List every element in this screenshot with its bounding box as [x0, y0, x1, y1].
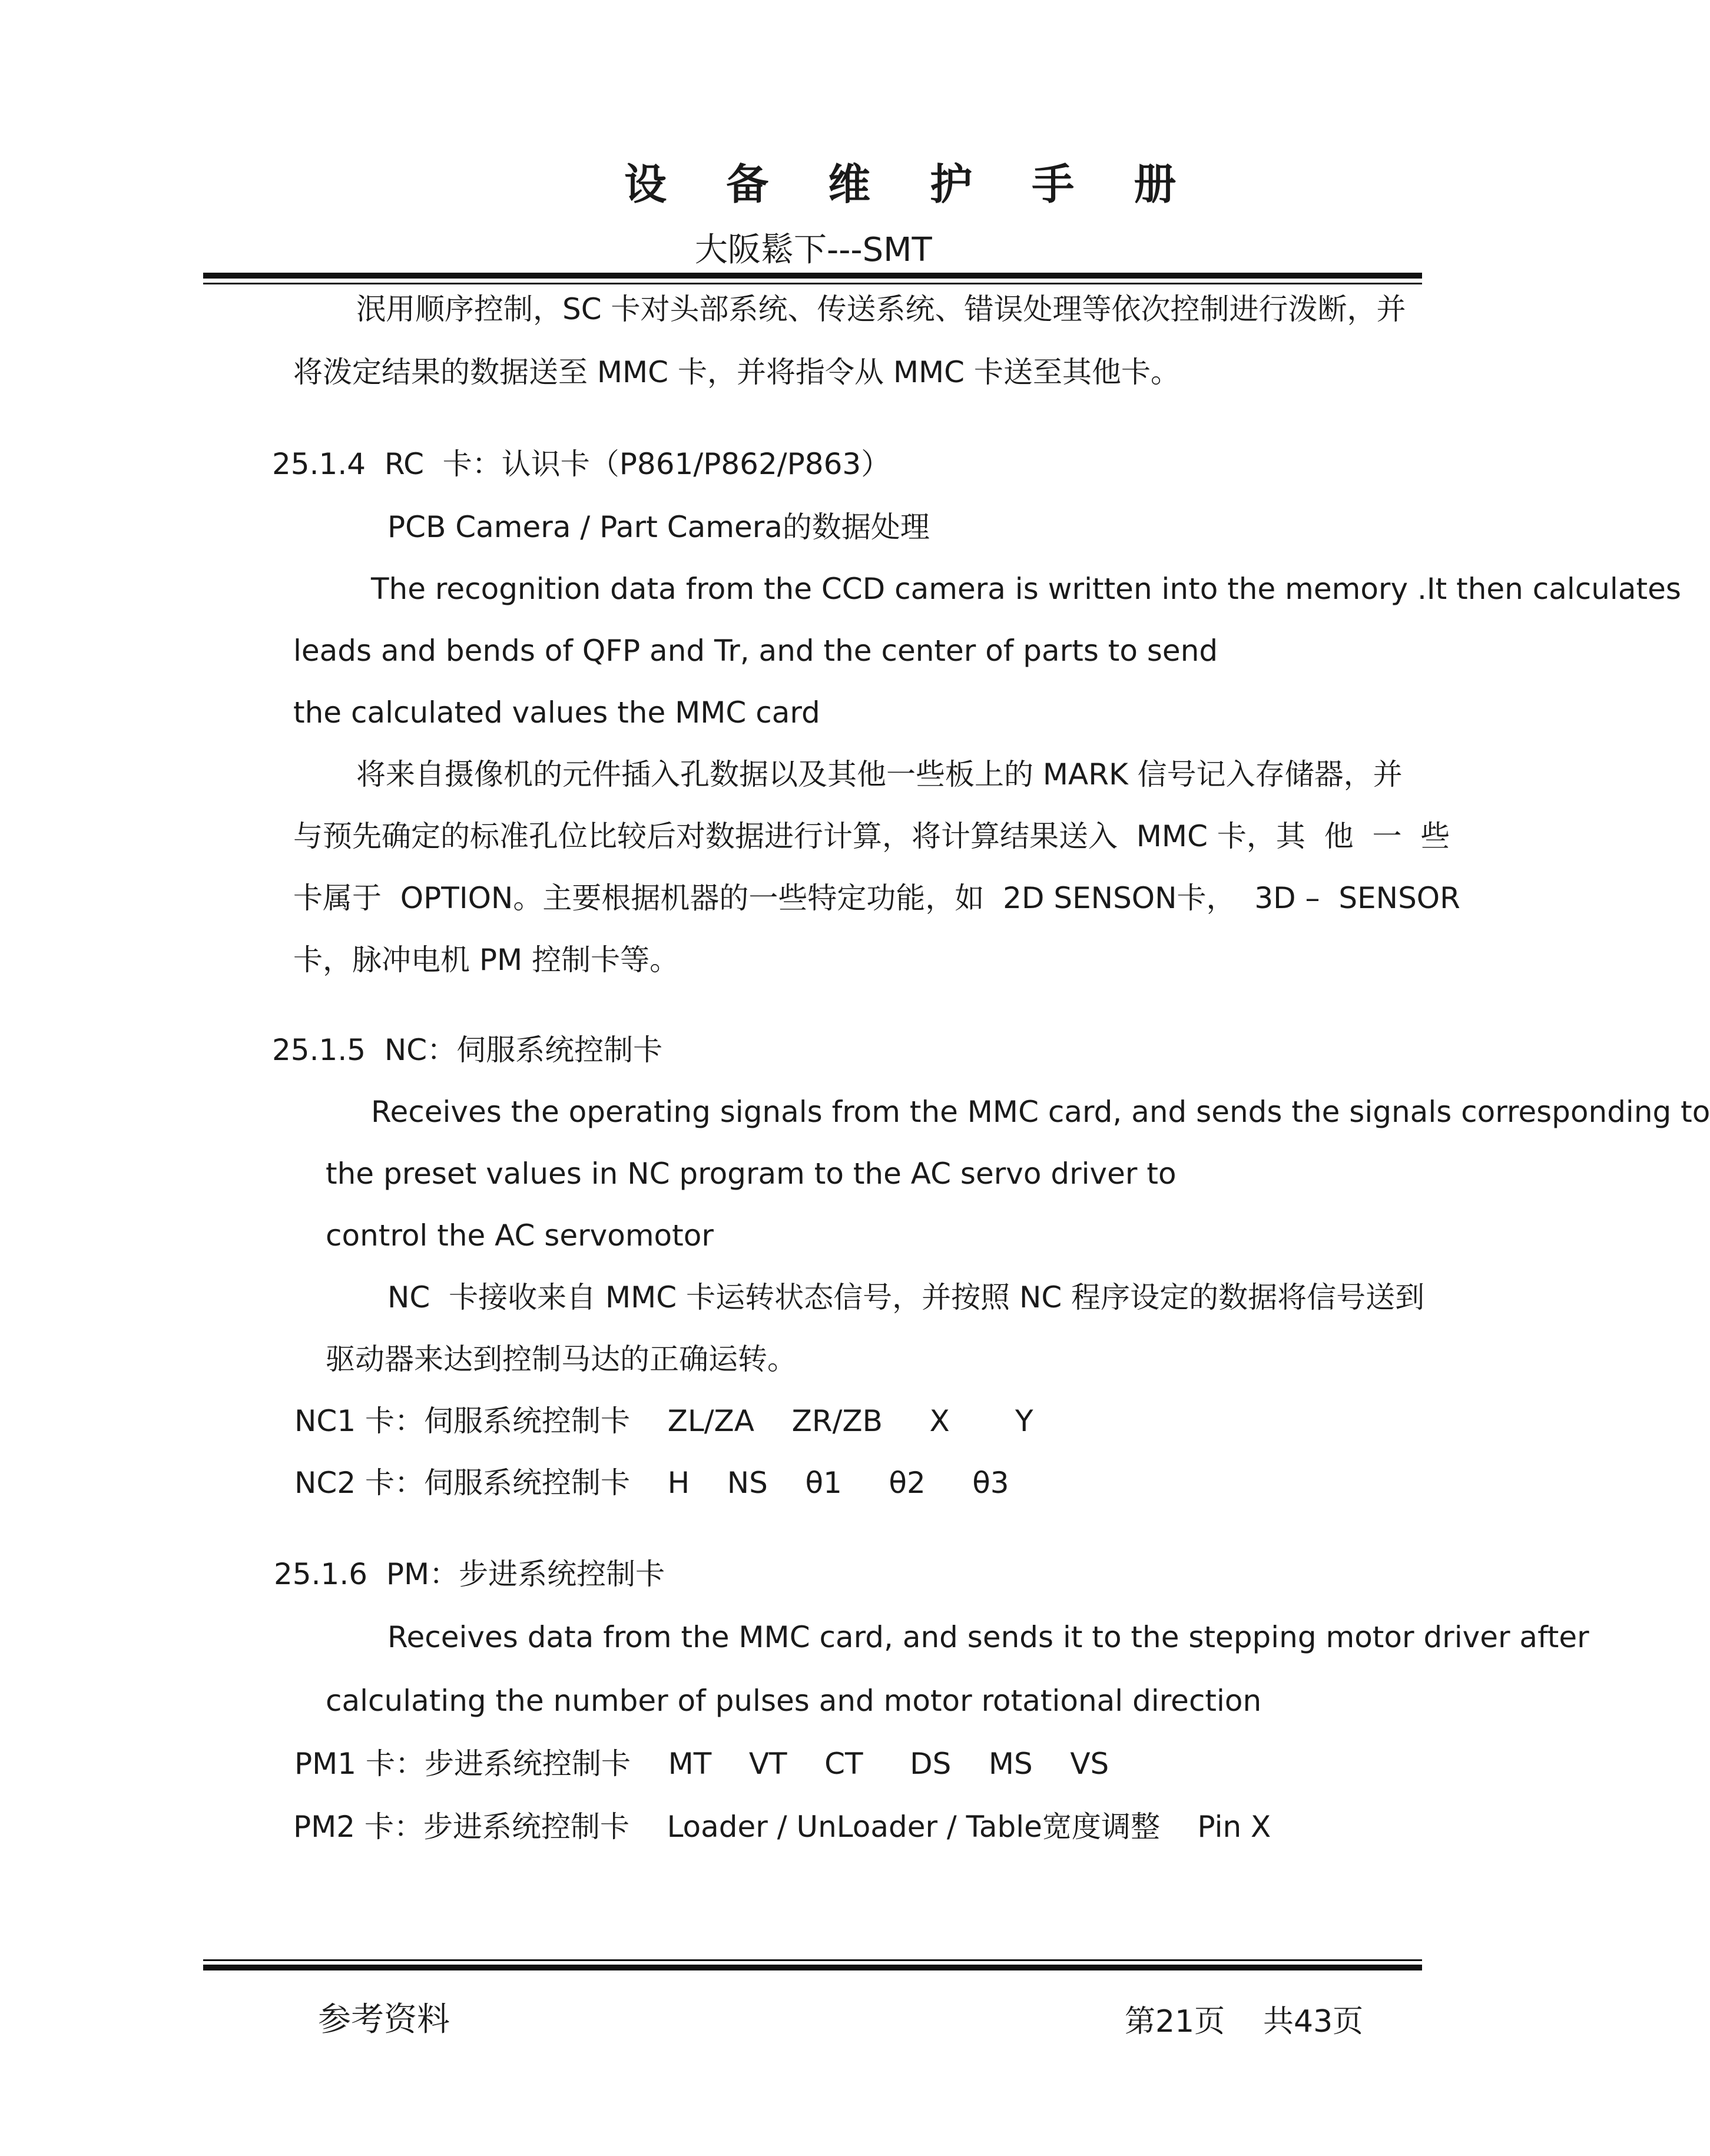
section-cn-line-4: 卡，脉冲电机 PM 控制卡等。 — [293, 943, 680, 977]
section-en-line-1: Receives the operating signals from the MMC card, and sends the signals corresponding to — [371, 1095, 1710, 1129]
section-cn-line-3: 卡属于 OPTION。主要根据机器的一些特定功能，如 2D SENSON卡， 3D – SENSOR — [293, 881, 1460, 915]
pm1-card-line: PM1 卡：步进系统控制卡 MT VT CT DS MS VS — [294, 1747, 1109, 1781]
section-cn-line-2: 驱动器来达到控制马达的正确运转。 — [326, 1342, 797, 1376]
section-en-line-1: Receives data from the MMC card, and sends it to the stepping motor driver after — [387, 1620, 1589, 1654]
intro-line-2: 将泼定结果的数据送至 MMC 卡，并将指令从 MMC 卡送至其他卡。 — [293, 355, 1180, 389]
footer-page-total: 共43页 — [1263, 2004, 1364, 2039]
page-subtitle: 大阪鬆下---SMT — [695, 231, 932, 269]
section-cn-line-1: NC 卡接收来自 MMC 卡运转状态信号，并按照 NC 程序设定的数据将信号送到 — [387, 1280, 1425, 1314]
header-rule-thick — [203, 273, 1422, 279]
section-heading-25-1-4: 25.1.4 RC 卡：认识卡（P861/P862/P863） — [272, 447, 891, 481]
section-sub-25-1-4: PCB Camera / Part Camera的数据处理 — [387, 510, 930, 544]
header-rule-thin — [203, 283, 1422, 284]
section-heading-25-1-6: 25.1.6 PM：步进系统控制卡 — [274, 1557, 665, 1591]
intro-line-1: 泯用顺序控制，SC 卡对头部系统、传送系统、错误处理等依次控制进行泼断，并 — [356, 292, 1406, 326]
section-en-line-3: control the AC servomotor — [326, 1218, 714, 1253]
nc2-card-line: NC2 卡：伺服系统控制卡 H NS θ1 θ2 θ3 — [294, 1466, 1009, 1500]
footer-page-number: 第21页 — [1125, 2004, 1225, 2039]
section-en-line-2: leads and bends of QFP and Tr, and the center of parts to send — [293, 634, 1218, 668]
page-title: 设 备 维 护 手 册 — [624, 160, 1199, 209]
section-heading-25-1-5: 25.1.5 NC：伺服系统控制卡 — [272, 1033, 663, 1067]
section-en-line-1: The recognition data from the CCD camera is written into the memory .It then calculates — [371, 572, 1681, 606]
section-cn-line-1: 将来自摄像机的元件插入孔数据以及其他一些板上的 MARK 信号记入存储器，并 — [356, 757, 1403, 791]
section-en-line-3: the calculated values the MMC card — [293, 696, 820, 730]
footer-rule-thick — [203, 1965, 1422, 1970]
section-en-line-2: the preset values in NC program to the AC servo driver to — [326, 1157, 1177, 1191]
footer-reference-label: 参考资料 — [318, 2001, 450, 2039]
nc1-card-line: NC1 卡：伺服系统控制卡 ZL/ZA ZR/ZB X Y — [294, 1404, 1033, 1438]
section-cn-line-2: 与预先确定的标准孔位比较后对数据进行计算，将计算结果送入 MMC 卡，其 他 一 些 — [293, 819, 1450, 853]
section-en-line-2: calculating the number of pulses and motor rotational direction — [326, 1684, 1262, 1718]
footer-rule-thin — [203, 1959, 1422, 1961]
pm2-card-line: PM2 卡：步进系统控制卡 Loader / UnLoader / Table宽度调整 Pin X — [293, 1810, 1271, 1844]
